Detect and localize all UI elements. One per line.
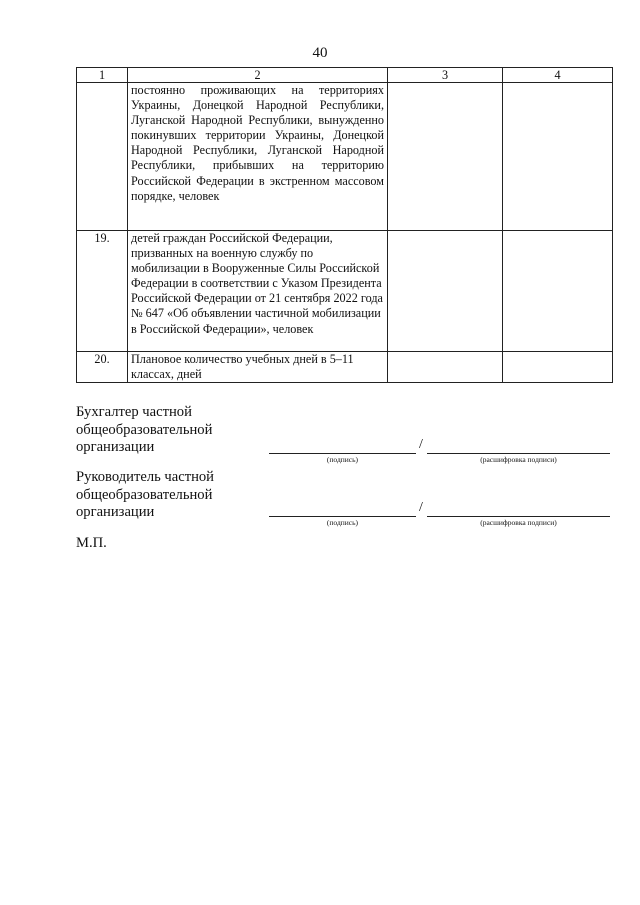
row-description: Плановое количество учебных дней в 5–11 классах, дней (128, 352, 388, 383)
head-signature-line[interactable] (269, 515, 416, 517)
column-header-1: 1 (77, 68, 128, 83)
accountant-signature-caption: (подпись) (326, 455, 359, 464)
column-header-3: 3 (388, 68, 503, 83)
row-value-col3 (388, 83, 503, 231)
row-value-col4 (503, 231, 613, 352)
row-value-col3 (388, 352, 503, 383)
accountant-decoding-caption: (расшифровка подписи) (480, 455, 557, 464)
accountant-title: Бухгалтер частной общеобразовательной организации (76, 404, 213, 455)
row-value-col3 (388, 231, 503, 352)
head-decoding-caption: (расшифровка подписи) (480, 518, 557, 527)
row-value-col4 (503, 83, 613, 231)
row-description: постоянно проживающих на территориях Украины, Донецкой Народной Республики, Луганской Народной Республики, вынужденно покинувших территории Украины, Донецкой Народной Республики, Луганской Народной Республики, прибывших на территорию Российской Федерации в экстренном массовом порядке, человек (128, 83, 388, 231)
table-row (77, 83, 613, 231)
row-description: детей граждан Российской Федерации, призванных на военную службу по мобилизации в Вооруженные Силы Российской Федерации в соответствии с Указом Президента Российской Федерации от 21 сентября 2022 года № 647 «Об объявлении частичной мобилизации в Российской Федерации», человек (128, 231, 388, 352)
accountant-signature-line[interactable] (269, 452, 416, 454)
accountant-slash: / (419, 437, 423, 452)
accountant-decoding-line[interactable] (427, 452, 610, 454)
table-row (77, 352, 613, 383)
row-value-col4 (503, 352, 613, 383)
head-signature-caption: (подпись) (326, 518, 359, 527)
head-signature-block (76, 469, 616, 529)
page-number: 40 (312, 45, 328, 61)
table-row (77, 231, 613, 352)
column-header-4: 4 (503, 68, 613, 83)
head-title: Руководитель частной общеобразовательной организации (76, 469, 214, 520)
head-decoding-line[interactable] (427, 515, 610, 517)
row-number: 20. (77, 352, 128, 383)
stamp-label: М.П. (76, 535, 107, 551)
form-table (76, 67, 613, 383)
head-slash: / (419, 500, 423, 515)
accountant-signature-block (76, 404, 616, 464)
table-header-row (77, 68, 613, 83)
column-header-2: 2 (128, 68, 388, 83)
row-number: 19. (77, 231, 128, 352)
row-number (77, 83, 128, 231)
